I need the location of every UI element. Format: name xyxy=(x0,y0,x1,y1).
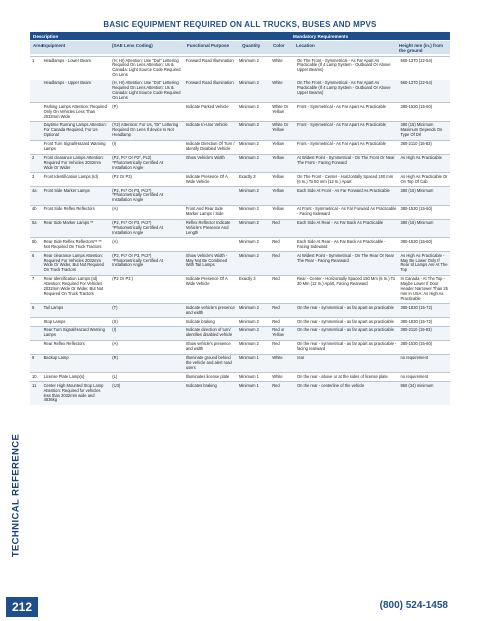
table-row xyxy=(30,187,450,206)
col-area: Area xyxy=(33,43,44,48)
equipment-table xyxy=(30,56,450,405)
cell-location: At Front - Symmetrical - As Far Forward As Practicable - Facing Sideward xyxy=(296,206,397,217)
table-row xyxy=(30,103,450,122)
cell-purpose: Forward Road Illumination xyxy=(185,57,234,63)
cell-purpose: Show Vehicle's Width - May Not Be Combined With Tail Lamps xyxy=(185,252,228,268)
section-mandatory: Mandatory Requirements xyxy=(293,33,349,39)
cell-location: On the rear - above or at the sides of license plate xyxy=(296,373,388,379)
cell-equipment: Stop Lamps xyxy=(43,318,66,324)
cell-area: 5b xyxy=(32,238,37,244)
cell-area: 6 xyxy=(32,252,35,258)
cell-code: (P2 Or P3 ) xyxy=(112,276,133,282)
cell-equipment: Headlamps - Upper Beam xyxy=(43,80,91,86)
cell-location: On the rear - symmetrical - as far apart as practicable xyxy=(296,327,394,333)
section-description: Description xyxy=(33,33,59,39)
cell-equipment: License Plate Lamp(s) xyxy=(43,373,85,379)
cell-area: 3 xyxy=(32,173,35,179)
cell-area: 1 xyxy=(32,57,35,63)
cell-qty: Minimum 2 xyxy=(238,341,259,347)
table-row xyxy=(30,373,450,382)
table-row xyxy=(30,275,450,304)
cell-location: Each Side At Front - As Far Forward As Practicable xyxy=(296,187,390,193)
cell-equipment: Rear Identification Lamps (Id) Attention: Required For Vehicles 2032mm Wide Or Wider, But Not Required On Truck Tractors xyxy=(43,276,104,296)
cell-code: (S) xyxy=(112,318,118,324)
cell-color: White xyxy=(272,373,283,379)
cell-purpose: Indicate Presence Of A Wide Vehicle xyxy=(185,276,228,287)
cell-code: (P) xyxy=(112,103,118,109)
cell-code: (Y2) Attention: For Us, "Dr" Lettering Required On Lens If device Is Not Headlamp xyxy=(112,122,179,138)
cell-code: (P2, Pc* Or P2*, Pc2) *Photometrically Certified At Installation Angle xyxy=(112,155,164,170)
cell-code: (P2 Or P3) xyxy=(112,173,132,179)
cell-height: 380-1830 (15-72) xyxy=(400,304,433,310)
cell-height: 560-1370 (22-54) xyxy=(400,80,433,86)
cell-color: Red xyxy=(272,238,280,244)
cell-height: 380 (15) Minimum xyxy=(400,220,434,226)
cell-color: Red xyxy=(272,318,280,324)
cell-color: Red or Yellow xyxy=(272,327,285,338)
cell-location: At Widest Point - Symmetrical - On The Front Or Near The Front - Facing Forward xyxy=(296,155,395,165)
cell-qty: Exactly 3 xyxy=(238,173,256,179)
cell-height: 380-1530 (15-60) xyxy=(400,238,433,244)
cell-code: (I) xyxy=(112,141,117,147)
cell-equipment: Front clearance Lamps Attention: Required For Vehicles 2032mm Wide Or Wider xyxy=(43,155,104,170)
cell-code: (T) xyxy=(112,304,118,310)
cell-purpose: Show vehicle's presence and width xyxy=(185,341,231,352)
cell-qty: Minimum 2 xyxy=(238,304,259,310)
cell-height: As High As Practicable xyxy=(400,155,442,160)
cell-height: 380-1530 (15-60) xyxy=(400,341,433,347)
cell-height: no requirement xyxy=(400,355,428,361)
table-row xyxy=(30,354,450,373)
cell-area: 4b xyxy=(32,206,37,212)
cell-qty: Minimum 1 xyxy=(238,373,259,379)
section-bar xyxy=(30,32,450,40)
cell-code: (U3) xyxy=(112,382,121,388)
col-code: (SAE Lens Coding) xyxy=(112,43,153,48)
table-row xyxy=(30,140,450,154)
cell-location: Front - Symmetrical - As Far Apart As Practicable xyxy=(296,122,386,128)
cell-equipment: Daytime Running Lamps Attention: For Canada Required, For Us Optional xyxy=(43,122,107,138)
cell-equipment: Backup Lamp xyxy=(43,355,69,361)
cell-purpose: Show Vehicle's Width xyxy=(185,155,225,160)
cell-code: (H, Hr) Attention: Use "Dot" Lettering Required On Lens Attention: Us & Canada: Light Source Code Required On Lens xyxy=(112,80,181,100)
cell-equipment: Rear clearance Lamps Attention: Required For Vehicles 2032mm Wide Or Wider, But Not Required On Truck Tractors xyxy=(43,252,104,273)
cell-color: Yellow xyxy=(272,206,284,212)
cell-qty: Minimum 2 xyxy=(238,122,259,128)
cell-equipment: Rear Side Marker Lamps ** xyxy=(43,220,94,226)
cell-location: Rear - Center - Horizontally Spaced 150 Mm (6 In.) To 30 Mm (12 In.) Apart, Facing Rearward xyxy=(296,276,395,287)
cell-color: White Or Yellow xyxy=(272,122,289,133)
cell-color: Red xyxy=(272,341,280,347)
cell-qty: Minimum 2 xyxy=(238,141,259,147)
cell-location: Each Side At Rear - As Far Back As Practicable - Facing Sideward xyxy=(296,238,386,249)
cell-height: 380-1530 (15-60) xyxy=(400,206,433,212)
col-equipment: Equipment xyxy=(42,43,66,48)
cell-color: Red xyxy=(272,382,280,388)
table-row xyxy=(30,173,450,187)
cell-height: 380-2110 (15-83) xyxy=(400,327,432,333)
cell-qty: Minimum 1 xyxy=(238,382,259,388)
cell-color: Red xyxy=(272,220,280,226)
cell-code: (A) xyxy=(112,206,118,212)
table-header xyxy=(30,41,450,54)
cell-equipment: Rear Side Reflex Reflectors** ** Not Required On Truck Tractors xyxy=(43,238,102,249)
cell-code: (H, Hr) Attention: Use "Dot" Lettering Required On Lens Attention: Us & Canada: Light Source Code Required On Lens xyxy=(112,57,181,78)
table-row xyxy=(30,304,450,318)
cell-color: White xyxy=(272,80,283,86)
cell-qty: Minimum 2 xyxy=(238,238,259,244)
table-row xyxy=(30,238,450,252)
cell-code: (R) xyxy=(112,355,118,361)
table-row xyxy=(30,57,450,80)
cell-area: 10 xyxy=(32,373,37,379)
cell-code: (A) xyxy=(112,341,118,347)
table-row xyxy=(30,154,450,173)
cell-qty: Minimum 2 xyxy=(238,187,259,193)
table-row xyxy=(30,121,450,140)
cell-code: (P2, Pc* Or P3, Pc2*) *Photometrically Certified At Installation Angle xyxy=(112,220,164,235)
cell-location: On the rear - centerline of the vehicle xyxy=(296,382,365,388)
cell-area: 2 xyxy=(32,155,35,160)
table-row xyxy=(30,340,450,354)
cell-equipment: Front Side Reflex Reflectors xyxy=(43,206,95,212)
cell-equipment: Rear Reflex Reflectors xyxy=(43,341,85,347)
page-title: BASIC EQUIPMENT REQUIRED ON ALL TRUCKS, BUSES AND MPVS xyxy=(103,20,377,29)
cell-code: (A) xyxy=(112,238,118,244)
phone-number: (800) 524-1458 xyxy=(379,600,448,611)
cell-height: 380 (15) Minimum xyxy=(400,187,434,193)
cell-location: Front - Symmetrical - As Far Apart As Practicable xyxy=(296,141,386,147)
cell-purpose: Indicate Parked Vehicle xyxy=(185,103,229,109)
cell-height: 380-1530 (15-60) xyxy=(400,103,433,109)
cell-equipment: Front Identification Lamps (Id) xyxy=(43,173,98,179)
cell-color: Yellow xyxy=(272,187,284,193)
cell-color: Yellow xyxy=(272,173,284,179)
cell-qty: Minimum 2 xyxy=(238,220,259,226)
cell-code: (L) xyxy=(112,373,118,379)
cell-qty: Minimum 2 xyxy=(238,57,259,63)
cell-location: Front - Symmetrical - As Far Apart As Practicable xyxy=(296,103,386,109)
cell-qty: Minimum 2 xyxy=(238,80,259,86)
cell-height: In Canada - At The Top - Maybe Lower If Door Header Narrower Than 25 mm In USA: As High As Practicable xyxy=(400,276,448,301)
cell-purpose: Illuminates license plate xyxy=(185,373,230,379)
cell-height: As High As Practicable - May Be Lower Only If Rear Id Lamps Are At The Top xyxy=(400,252,448,273)
cell-height: 560-1370 (22-54) xyxy=(400,57,433,63)
cell-location: On The Front - Symmetrical - As Far Apart As Practicable (If 4 Lamp System - Outboard Or Above Upper Beams) xyxy=(296,80,391,95)
col-location: Location xyxy=(296,43,315,48)
cell-purpose: Forward Road Illumination xyxy=(185,80,234,86)
cell-equipment: Front Turn Signal/Hazard Warning Lamps xyxy=(43,141,106,152)
cell-area xyxy=(30,318,42,327)
cell-height: no requirement xyxy=(400,373,428,379)
col-height: Height mm (in.) from the ground xyxy=(399,43,443,54)
cell-height: As High As Practicable Or On Top Of Cab xyxy=(400,173,448,184)
table-row xyxy=(30,382,450,405)
table-row xyxy=(30,205,450,219)
cell-area xyxy=(30,80,42,103)
cell-color: White xyxy=(272,57,283,63)
cell-location: rear xyxy=(296,355,305,361)
cell-location: Each Side At Rear - As Far Back As Practicable xyxy=(296,220,384,226)
cell-height: 380-1830 (15-72) xyxy=(400,318,433,324)
side-label xyxy=(6,418,22,578)
cell-equipment: Front Side Marker Lamps xyxy=(43,187,90,193)
cell-purpose: Indicate In-Use Vehicle xyxy=(185,122,228,128)
cell-area xyxy=(30,140,42,154)
cell-purpose: Indicate braking xyxy=(185,318,215,324)
cell-qty: Minimum 2 xyxy=(238,103,259,109)
cell-equipment: Tail Lamps xyxy=(43,304,64,310)
table-row xyxy=(30,326,450,340)
cell-equipment: Rear Turn Signal/Hazard Warning Lamps xyxy=(43,327,105,338)
cell-area xyxy=(30,103,42,122)
cell-qty: Minimum 1 xyxy=(238,355,259,361)
cell-purpose: Indicate Presence Of A Wide Vehicle xyxy=(185,173,228,184)
cell-purpose xyxy=(184,187,237,206)
cell-area xyxy=(30,340,42,354)
cell-qty: Minimum 2 xyxy=(238,327,259,333)
cell-code: (P2, Pc* Or P3, Pc2*) *Photometrically Certified At Installation Angle xyxy=(112,187,164,203)
cell-equipment: Parking Lamps Attention: Required Only On Vehicles Less Than 2032mm Wide xyxy=(43,103,107,119)
cell-height: 380 (15) Minimum Maximum Depends On Type Of Drl xyxy=(400,122,443,138)
table-row xyxy=(30,219,450,238)
cell-location: At Widest Point - Symmetrical - On The Rear Or Near The Rear - Facing Rearward xyxy=(296,252,395,263)
cell-qty: Minimum 2 xyxy=(238,206,259,212)
cell-location: On the rear - symmetrical - as far apart as practicable xyxy=(296,304,394,310)
table-row xyxy=(30,252,450,276)
cell-area: 4a xyxy=(32,187,37,193)
cell-color: White Or Yellow xyxy=(272,103,289,114)
cell-location: On the rear - symmetrical - as far apart as practicable - facing rearward xyxy=(296,341,397,352)
cell-color: Red xyxy=(272,304,280,310)
cell-area: 8 xyxy=(32,304,35,310)
col-purpose: Functional Purpose xyxy=(187,43,230,48)
cell-code: (I) xyxy=(112,327,117,333)
cell-area: 5a xyxy=(32,220,37,226)
cell-color: Yellow xyxy=(272,155,284,160)
cell-purpose: Illuminate ground behind the vehicle and alert road users xyxy=(185,355,232,370)
cell-area: 11 xyxy=(32,382,37,388)
cell-qty: Minimum 2 xyxy=(238,318,259,324)
cell-color: Red xyxy=(272,276,280,282)
cell-purpose: Indicate Direction Of Turn / Identify Disabled Vehicle xyxy=(185,141,235,152)
cell-purpose: Reflex Reflector Indicate Vehicle's Presence And Length xyxy=(185,220,231,235)
cell-color: Yellow xyxy=(272,141,284,147)
cell-location: On The Front - Symmetrical - As Far Apart As Practicable (If 4 Lamp System - Outboard Or Above Upper Beams) xyxy=(296,57,391,73)
col-color: Color xyxy=(273,43,285,48)
cell-equipment: Center High Mounted Stop Lamp Attention: Required for vehicles less than 2032mm wide and 4536kg xyxy=(43,382,104,403)
col-qty: Quantity xyxy=(242,43,261,48)
table-row xyxy=(30,318,450,327)
cell-qty: Minimum 2 xyxy=(238,252,259,258)
cell-color: White xyxy=(272,355,283,361)
cell-location: On The Front - Center - Horizontally Spaced 150 mm (6 In.) To 50 mm (12 In.) Apart xyxy=(296,173,394,184)
cell-purpose: Indicate vehicle's presence and width xyxy=(185,304,235,315)
cell-area xyxy=(30,121,42,140)
cell-height: 380-2110 (15-83) xyxy=(400,141,432,147)
cell-purpose: Indicate direction of turn/ identifies disabled vehicle xyxy=(185,327,233,338)
side-label-text: TECHNICAL REFERENCE xyxy=(10,433,22,558)
cell-area xyxy=(30,326,42,340)
cell-code: (P2, Pc* Or P3, Pc2*) *Photometrically Certified At Installation Angle xyxy=(112,252,164,268)
cell-purpose: Front And Rear Side Marker Lamps / Side xyxy=(185,206,224,217)
table-row xyxy=(30,80,450,103)
cell-purpose: Indicates braking xyxy=(185,382,217,388)
cell-color: Red xyxy=(272,252,280,258)
cell-purpose xyxy=(184,238,237,252)
cell-location: On the rear - symmetrical - as far apart as practicable xyxy=(296,318,394,324)
cell-area: 9 xyxy=(32,355,35,361)
cell-height: 860 (34) minimum xyxy=(400,382,434,388)
page-number: 212 xyxy=(6,597,38,617)
cell-area: 7 xyxy=(32,276,35,282)
cell-qty: Exactly 3 xyxy=(238,276,256,282)
cell-qty: Minimum 2 xyxy=(238,155,259,160)
cell-equipment: Headlamps - Lower Beam xyxy=(43,57,91,63)
